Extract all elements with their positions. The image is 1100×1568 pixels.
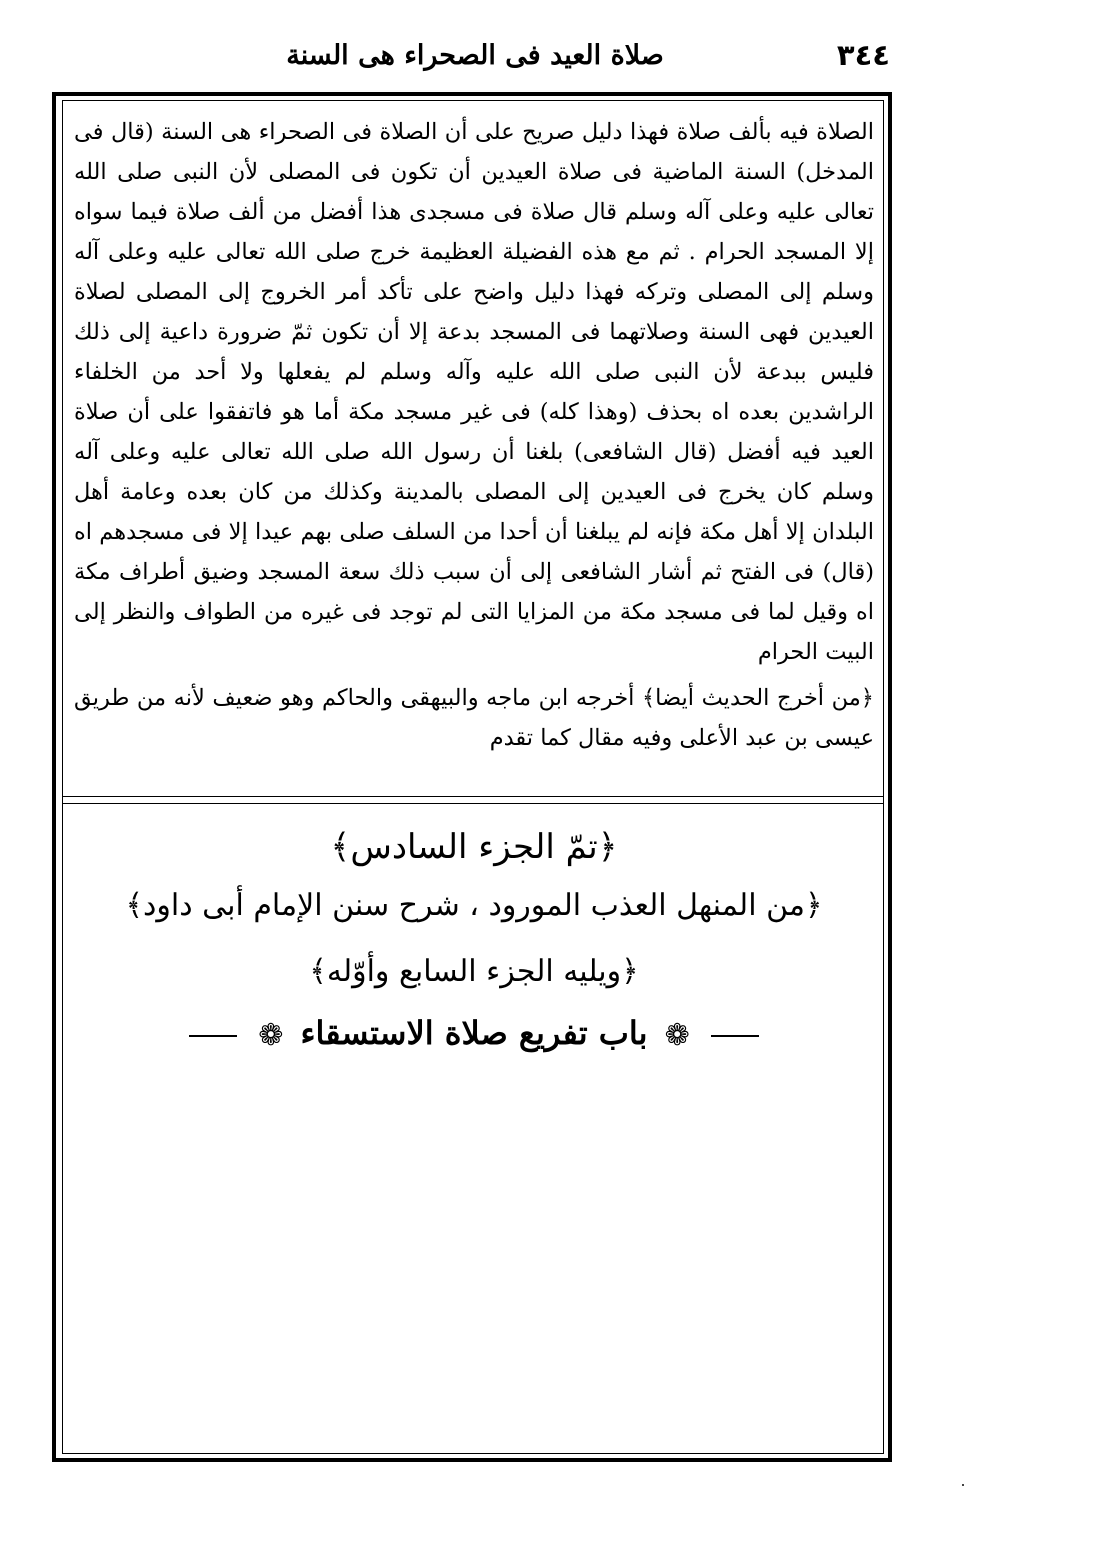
- rule-dash: [189, 1035, 237, 1037]
- rule-dash: [711, 1035, 759, 1037]
- print-speck: [962, 1484, 964, 1486]
- next-volume-line: ﴿ويليه الجزء السابع وأوّله﴾: [309, 954, 639, 989]
- next-chapter-heading: [74, 1014, 874, 1074]
- floral-ornament-icon: ❁: [258, 1018, 284, 1053]
- section-divider: [62, 803, 884, 804]
- main-text: [74, 112, 874, 758]
- page-header: [60, 38, 890, 84]
- page-number: ٣٤٤: [836, 38, 890, 72]
- chapter-title: باب تفريع صلاة الاستسقاء: [300, 1014, 648, 1052]
- volume-end-title: ﴿تمّ الجزء السادس﴾: [330, 827, 618, 867]
- hadith-source-paragraph: ﴿من أخرج الحديث أيضا﴾ أخرجه ابن ماجه والبيهقى والحاكم وهو ضعيف لأنه من طريق عيسى بن عبد الأعلى وفيه مقال كما تقدم: [74, 685, 874, 751]
- commentary-paragraph: الصلاة فيه بألف صلاة فهذا دليل صريح على أن الصلاة فى الصحراء هى السنة (قال فى المدخل) السنة الماضية فى صلاة العيدين أن تكون فى المصلى لأن النبى صلى الله تعالى عليه وعلى آله وسلم قال صلاة فى مسجدى هذا أفضل من ألف صلاة فيما سواه إلا المسجد الحرام . ثم مع هذه الفضيلة العظيمة خرج صلى الله تعالى عليه وعلى آله وسلم إلى المصلى وتركه فهذا دليل واضح على تأكد أمر الخروج إلى المصلى لصلاة العيدين فهى السنة وصلاتهما فى المسجد بدعة إلا أن تكون ثمّ ضرورة داعية إلى ذلك فليس ببدعة لأن النبى صلى الله عليه وآله وسلم لم يفعلها ولا أحد من الخلفاء الراشدين بعده اه بحذف (وهذا كله) فى غير مسجد مكة أما هو فاتفقوا على أن صلاة العيد فيه أفضل (قال الشافعى) بلغنا أن رسول الله صلى الله تعالى عليه وعلى آله وسلم كان يخرج فى العيدين إلى المصلى بالمدينة وكذلك من كان بعده وعامة أهل البلدان إلا أهل مكة فإنه لم يبلغنا أن أحدا من السلف صلى بهم عيدا إلا فى مسجدهم اه (قال) فى الفتح ثم أشار الشافعى إلى أن سبب ذلك سعة المسجد وضيق أطراف مكة اه وقيل لما فى مسجد مكة من المزايا التى لم توجد فى غيره من الطواف والنظر إلى البيت الحرام: [74, 119, 874, 665]
- section-divider: [62, 796, 884, 797]
- floral-ornament-icon: ❁: [664, 1018, 690, 1053]
- book-title-line: ﴿من المنهل العذب المورود ، شرح سنن الإمام أبى داود﴾: [125, 888, 823, 923]
- running-title: صلاة العيد فى الصحراء هى السنة: [286, 40, 664, 71]
